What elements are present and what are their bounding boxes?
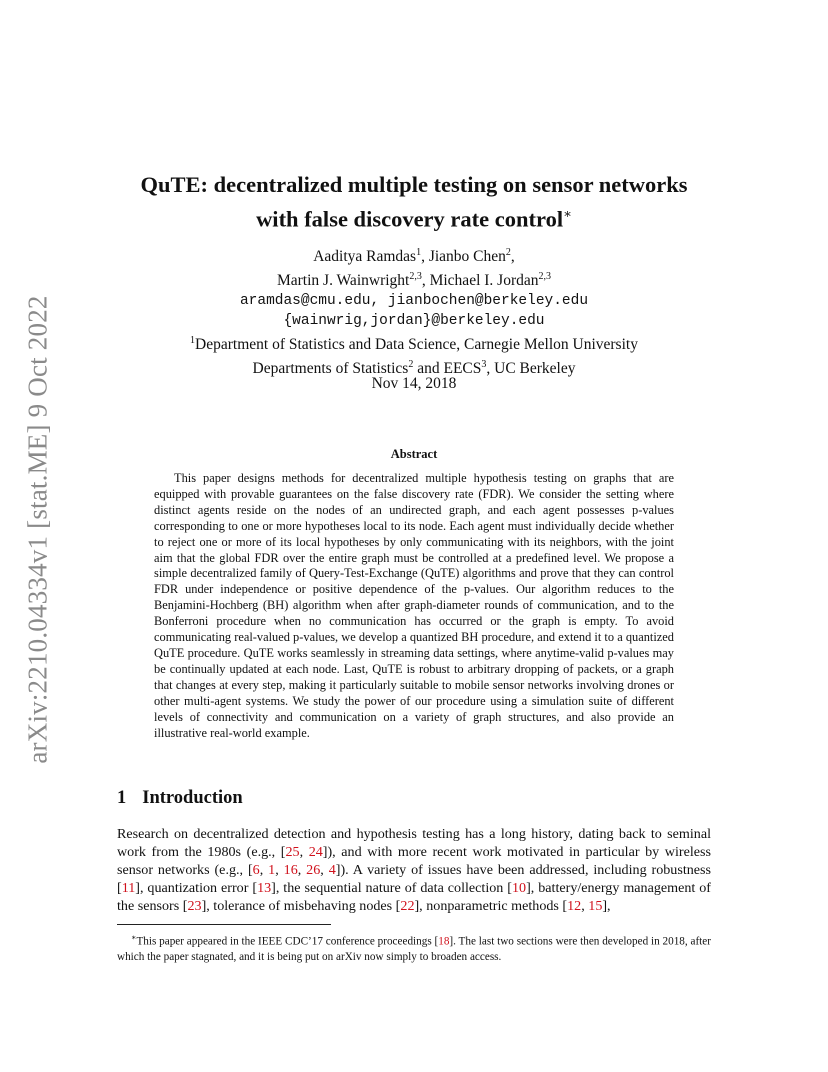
intro-text: ,	[299, 844, 309, 861]
intro-text: ,	[275, 862, 284, 879]
intro-text: ]), and with more recent work motivated in particular by wireless sensor networks (e.g., [	[117, 844, 711, 879]
abstract-heading: Abstract	[390, 447, 438, 461]
author-emails-line-1: aramdas@cmu.edu, jianbochen@berkeley.edu	[239, 293, 589, 310]
author-affiliation-mark: 2,3	[409, 271, 422, 283]
intro-text: ,	[297, 862, 307, 879]
affiliation-text: and EECS	[413, 360, 482, 378]
citation-link[interactable]: 26	[306, 862, 321, 879]
intro-text: ], battery/energy management of the sensors [	[117, 880, 712, 915]
affiliation-line-1	[100, 331, 728, 355]
intro-text: ], quantization error [	[135, 880, 258, 897]
author-line-2	[100, 267, 728, 291]
title-line-2	[100, 199, 728, 234]
intro-text: ,	[320, 862, 329, 879]
intro-text: ],	[602, 898, 611, 915]
citation-link[interactable]: 23	[187, 898, 202, 915]
author-name: , Jianbo Chen	[421, 248, 506, 266]
intro-text: ,	[259, 862, 269, 879]
abstract-text: This paper designs methods for decentralized multiple hypothesis testing on graphs that are equipped with provable guarantees on the false discovery rate (FDR). We consider the setting where distinct agents reside on the nodes of an undirected graph, and each agent possesses p-values corresponding to one or more hypotheses local to its node. Each agent must individually decide whether to reject one or more of its local hypotheses by only communicating with its neighbors, with the joint aim that the global FDR over the entire graph must be controlled at a predefined level. We propose a simple decentralized family of Query-Test-Exchange (QuTE) algorithms and prove that they can control FDR under independence or positive dependence of the p-values. Our algorithm reduces to the Benjamini-Hochberg (BH) algorithm when after graph-diameter rounds of communication, and to the Bonferroni procedure when no communication has occurred or the graph is empty. To avoid communicating real-valued p-values, we develop a quantized BH procedure, and extend it to a quantized QuTE procedure. QuTE works seamlessly in streaming data settings, where anytime-valid p-values may be continually updated at each node. Last, QuTE is robust to arbitrary dropping of packets, or a graph that changes at every step, making it particularly suitable to mobile sensor networks involving drones or other multi-agent systems. We study the power of our procedure using a simulation suite of different levels of connectivity and communication on a variety of graph structures, and also provide an illustrative real-world example.	[154, 471, 674, 740]
author-affiliation-mark: 2	[505, 247, 511, 258]
author-name: Martin J. Wainwright	[276, 272, 410, 290]
section-number: 1	[117, 788, 127, 808]
citation-link[interactable]: 10	[512, 880, 527, 897]
affiliation-mark: 2	[408, 359, 414, 371]
author-line-1	[100, 243, 728, 267]
author-name: , Michael I. Jordan	[421, 272, 539, 290]
citation-link[interactable]: 16	[283, 862, 298, 879]
footnote	[117, 930, 711, 965]
author-affiliation-mark: 1	[416, 247, 422, 258]
affiliation-text: , UC Berkeley	[486, 360, 576, 378]
affiliation-mark: 3	[481, 359, 487, 371]
affiliation-mark: 1	[190, 335, 196, 347]
author-affiliation-mark: 2,3	[538, 271, 551, 283]
author-block	[100, 243, 728, 380]
introduction-paragraph	[117, 825, 711, 915]
arxiv-identifier-text: arXiv:2210.04334v1 [stat.ME] 9 Oct 2022	[22, 294, 53, 764]
citation-link[interactable]: 1	[268, 862, 276, 879]
paper-title	[100, 170, 728, 234]
section-heading	[117, 788, 243, 809]
author-separator: ,	[510, 248, 515, 266]
arxiv-identifier-stamp	[21, 290, 55, 768]
affiliation-text: Department of Statistics and Data Science, Carnegie Mellon University	[195, 336, 638, 354]
section-title: Introduction	[142, 788, 243, 808]
affiliation-text: Departments of Statistics	[252, 360, 409, 378]
intro-text: Research on decentralized detection and hypothesis testing has a long history, dating back to seminal work from the 1980s (e.g., [	[117, 826, 711, 861]
citation-link[interactable]: 11	[121, 880, 136, 897]
title-footnote-mark[interactable]: ∗	[563, 206, 572, 221]
citation-link[interactable]: 6	[252, 862, 260, 879]
author-emails-line-2: {wainwrig,jordan}@berkeley.edu	[283, 313, 545, 330]
citation-link[interactable]: 25	[285, 844, 300, 861]
intro-text: ]). A variety of issues have been addressed, including robustness [	[117, 862, 712, 897]
intro-text: ], tolerance of misbehaving nodes [	[201, 898, 401, 915]
citation-link[interactable]: 22	[400, 898, 415, 915]
citation-link[interactable]: 12	[567, 898, 582, 915]
title-line-2-text: with false discovery rate control	[256, 206, 564, 232]
title-line-1: QuTE: decentralized multiple testing on sensor networks	[140, 172, 688, 197]
paper-date: Nov 14, 2018	[371, 375, 457, 392]
intro-text: ,	[581, 898, 589, 915]
intro-text: ], the sequential nature of data collection [	[271, 880, 512, 897]
footnote-text: ]. The last two sections were then developed in 2018, after which the paper stagnated, and it is being put on arXiv now simply to broaden access.	[117, 935, 711, 963]
author-name: Aaditya Ramdas	[313, 248, 417, 266]
citation-link[interactable]: 13	[257, 880, 272, 897]
footnote-mark: ∗	[131, 933, 137, 942]
intro-text: ], nonparametric methods [	[414, 898, 568, 915]
footnote-text: This paper appeared in the IEEE CDC’17 conference proceedings [	[136, 935, 439, 948]
citation-link[interactable]: 24	[308, 844, 323, 861]
citation-link[interactable]: 15	[588, 898, 603, 915]
citation-link[interactable]: 18	[438, 935, 450, 948]
citation-link[interactable]: 4	[328, 862, 336, 879]
footnote-divider	[117, 924, 331, 925]
